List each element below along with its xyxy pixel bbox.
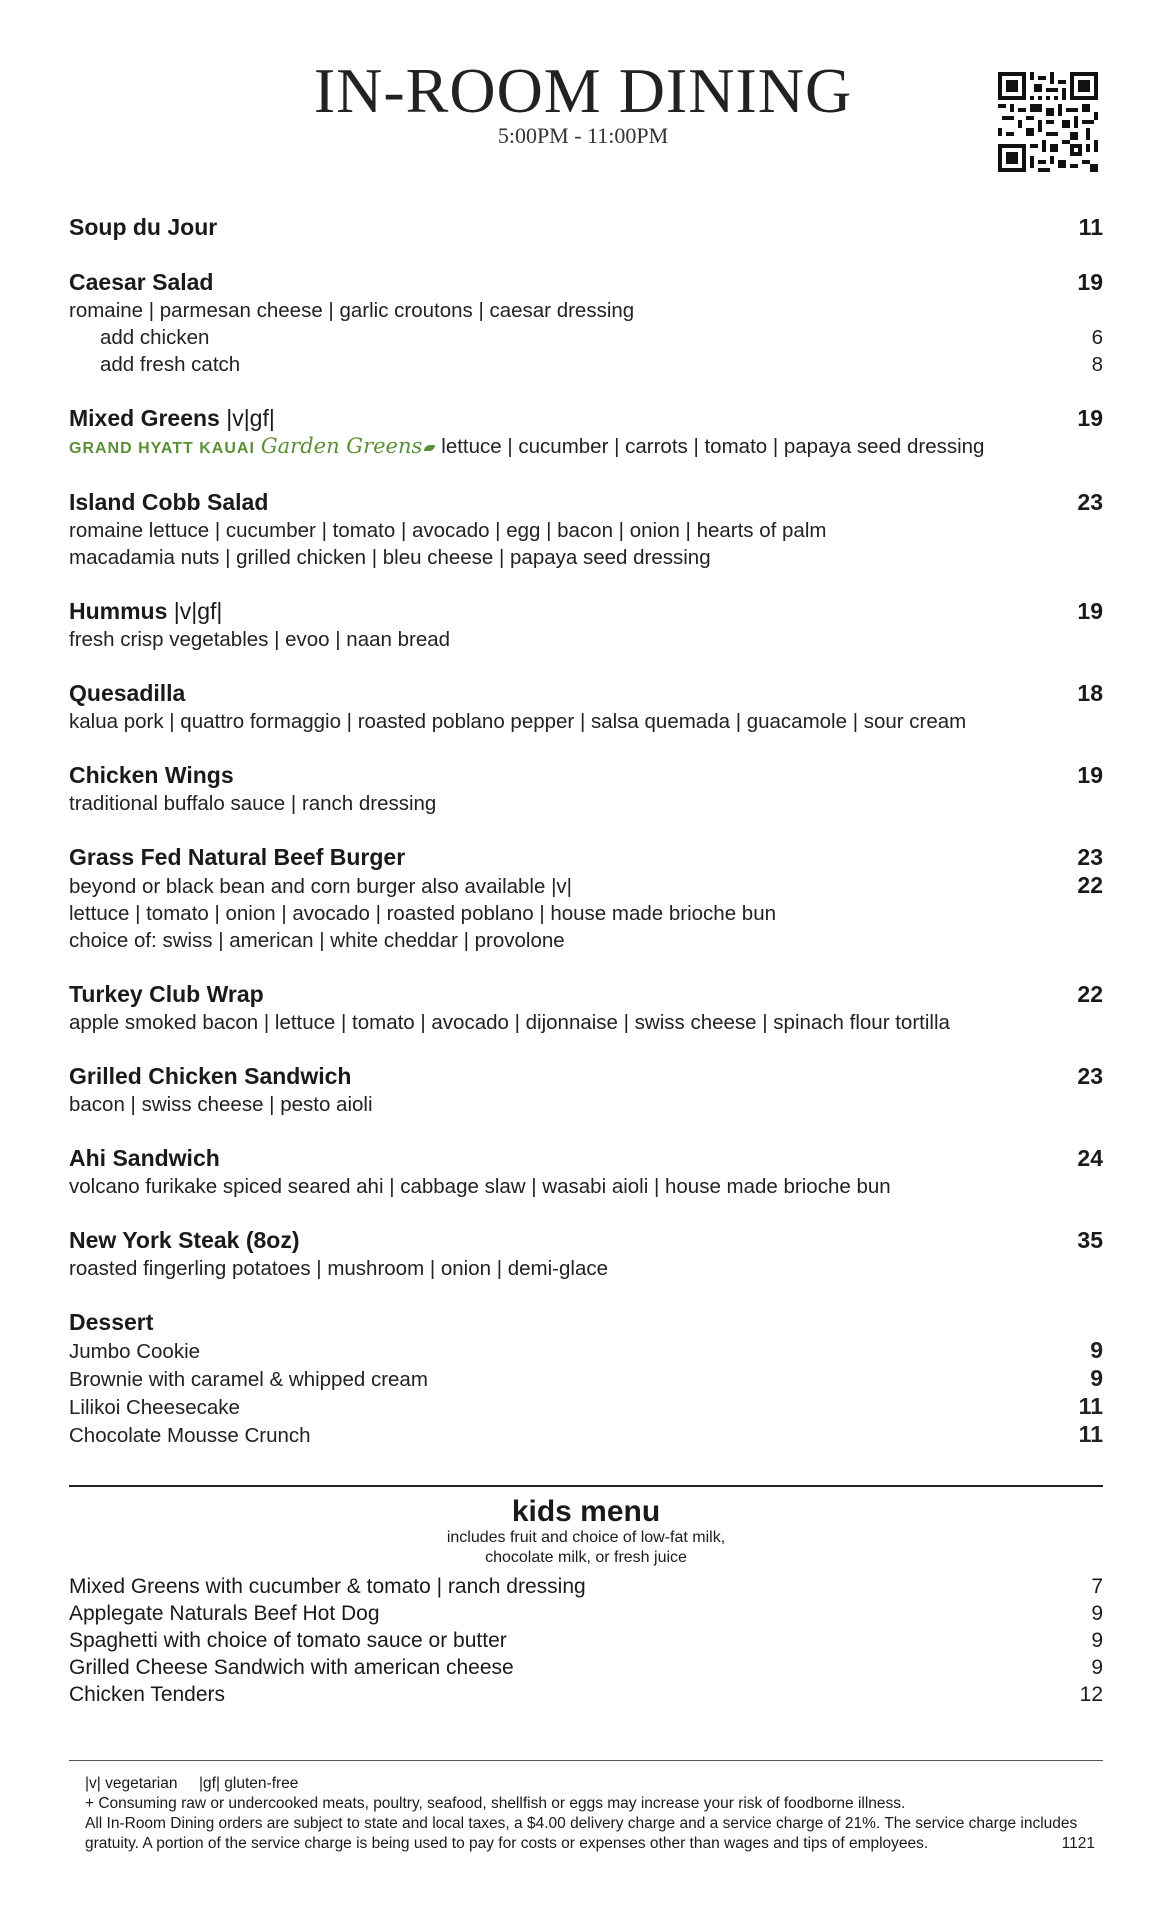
item-description: choice of: swiss | american | white cheddar | provolone [69, 929, 565, 952]
item-description: romaine | parmesan cheese | garlic croutons | caesar dressing [69, 299, 635, 322]
item-price: 22 [1077, 981, 1103, 1007]
dessert-label: Chocolate Mousse Crunch [69, 1424, 311, 1447]
kids-item-label: Grilled Cheese Sandwich with american cheese [69, 1656, 514, 1679]
item-name: Caesar Salad [69, 269, 214, 295]
dessert-price: 9 [1090, 1365, 1103, 1391]
dessert-section [69, 1307, 1103, 1449]
menu-item-quesadilla [69, 678, 1103, 735]
section-heading: Dessert [69, 1309, 154, 1335]
item-price: 23 [1077, 844, 1103, 870]
brand-logo-text: GRAND HYATT KAUAI [69, 440, 255, 457]
kids-item-label: Spaghetti with choice of tomato sauce or butter [69, 1629, 507, 1652]
addon-label: add fresh catch [100, 353, 241, 376]
kids-menu-subtitle: chocolate milk, or fresh juice [485, 1549, 687, 1566]
item-name: Grass Fed Natural Beef Burger [69, 844, 406, 870]
addon-price: 6 [1091, 326, 1103, 349]
item-price: 23 [1077, 489, 1103, 515]
kids-menu-list [69, 1573, 1103, 1708]
item-price: 19 [1077, 405, 1103, 431]
dessert-row [69, 1337, 1103, 1365]
item-price: 23 [1077, 1063, 1103, 1089]
item-name: Quesadilla [69, 680, 186, 706]
kids-menu-subtitle: includes fruit and choice of low-fat milk, [446, 1529, 726, 1546]
section-divider [69, 1485, 1103, 1487]
charges-note: All In-Room Dining orders are subject to state and local taxes, a $4.00 delivery charge and a service charge of 21%. The service charge includes [85, 1815, 1078, 1832]
item-name: Island Cobb Salad [69, 489, 269, 515]
dessert-row [69, 1393, 1103, 1421]
item-price: 19 [1077, 762, 1103, 788]
leaf-icon [424, 445, 435, 451]
item-description-line [69, 433, 1103, 462]
item-description: apple smoked bacon | lettuce | tomato | avocado | dijonnaise | swiss cheese | spinach flour tortilla [69, 1011, 950, 1034]
kids-item-price: 7 [1091, 1575, 1103, 1598]
item-name: Ahi Sandwich [69, 1145, 220, 1171]
menu-item-soup [69, 212, 1103, 242]
dessert-price: 11 [1078, 1421, 1103, 1447]
kids-menu [69, 1496, 1103, 1708]
addon-price: 8 [1091, 353, 1103, 376]
menu-code: 1121 [1061, 1835, 1095, 1852]
kids-item-price: 9 [1091, 1602, 1103, 1625]
menu-item-grilled-chicken-sandwich [69, 1061, 1103, 1118]
charges-note: gratuity. A portion of the service charge is being used to pay for costs or expenses other than wages and tips of employees. [85, 1835, 929, 1852]
item-price: 18 [1077, 680, 1103, 706]
menu-item-hummus [69, 596, 1103, 653]
qr-code-icon[interactable] [998, 72, 1098, 172]
item-price: 19 [1077, 598, 1103, 624]
item-name: New York Steak (8oz) [69, 1227, 300, 1253]
item-description: bacon | swiss cheese | pesto aioli [69, 1093, 373, 1116]
item-price: 11 [1078, 214, 1103, 240]
item-description: traditional buffalo sauce | ranch dressing [69, 792, 437, 815]
kids-item [69, 1627, 1103, 1654]
item-description: kalua pork | quattro formaggio | roasted poblano pepper | salsa quemada | guacamole | sour cream [69, 710, 967, 733]
kids-item-label: Mixed Greens with cucumber & tomato | ranch dressing [69, 1575, 586, 1598]
item-description: roasted fingerling potatoes | mushroom | onion | demi-glace [69, 1257, 609, 1280]
menu-item-turkey-club-wrap [69, 979, 1103, 1036]
menu-item-ahi-sandwich [69, 1143, 1103, 1200]
kids-menu-title: kids menu [511, 1495, 661, 1528]
addon-row [69, 351, 1103, 378]
menu-list [69, 212, 1103, 1474]
kids-item-price: 12 [1079, 1683, 1103, 1706]
item-name: Grilled Chicken Sandwich [69, 1063, 352, 1089]
dessert-price: 11 [1078, 1393, 1103, 1419]
addon-label: add chicken [100, 326, 210, 349]
item-name: Hummus |v|gf| [69, 598, 223, 624]
item-name: Turkey Club Wrap [69, 981, 264, 1007]
menu-item-chicken-wings [69, 760, 1103, 817]
item-price: 24 [1077, 1145, 1103, 1171]
menu-item-cobb-salad [69, 487, 1103, 571]
item-name: Mixed Greens |v|gf| [69, 405, 275, 431]
dessert-row [69, 1365, 1103, 1393]
diet-tag: |v|gf| [173, 598, 223, 624]
menu-item-mixed-greens [69, 403, 1103, 462]
item-price: 19 [1077, 269, 1103, 295]
dessert-label: Jumbo Cookie [69, 1340, 201, 1363]
service-hours: 5:00PM - 11:00PM [497, 123, 669, 148]
kids-item [69, 1654, 1103, 1681]
menu-item-beef-burger [69, 842, 1103, 954]
dessert-label: Lilikoi Cheesecake [69, 1396, 240, 1419]
dessert-row [69, 1421, 1103, 1449]
item-name: Chicken Wings [69, 762, 234, 788]
footer-divider [69, 1760, 1103, 1761]
item-alternative: beyond or black bean and corn burger also available |v| [69, 875, 572, 898]
item-price: 35 [1077, 1227, 1103, 1253]
alternative-price: 22 [1077, 872, 1103, 898]
page-title: IN-ROOM DINING [313, 55, 853, 126]
kids-item-label: Chicken Tenders [69, 1683, 226, 1706]
kids-item [69, 1573, 1103, 1600]
item-name: Soup du Jour [69, 214, 218, 240]
food-safety-warning: + Consuming raw or undercooked meats, poultry, seafood, shellfish or eggs may increase your risk of foodborne illness. [85, 1795, 906, 1812]
item-description: lettuce | tomato | onion | avocado | roasted poblano | house made brioche bun [69, 902, 777, 925]
kids-item-price: 9 [1091, 1629, 1103, 1652]
addon-row [69, 324, 1103, 351]
item-description: volcano furikake spiced seared ahi | cabbage slaw | wasabi aioli | house made brioche bun [69, 1175, 891, 1198]
kids-item-label: Applegate Naturals Beef Hot Dog [69, 1602, 380, 1625]
item-description: romaine lettuce | cucumber | tomato | avocado | egg | bacon | onion | hearts of palm [69, 519, 827, 542]
menu-header [0, 55, 1166, 148]
diet-tag: |v|gf| [226, 405, 275, 431]
menu-item-new-york-steak [69, 1225, 1103, 1282]
menu-item-caesar-salad [69, 267, 1103, 378]
kids-item [69, 1600, 1103, 1627]
brand-logo-script: Garden Greens [260, 434, 423, 458]
dessert-price: 9 [1090, 1337, 1103, 1363]
kids-item-price: 9 [1091, 1656, 1103, 1679]
dessert-label: Brownie with caramel & whipped cream [69, 1368, 428, 1391]
item-description: macadamia nuts | grilled chicken | bleu cheese | papaya seed dressing [69, 546, 711, 569]
item-description: fresh crisp vegetables | evoo | naan bread [69, 628, 451, 651]
diet-legend: |v| vegetarian |gf| gluten-free [85, 1775, 299, 1792]
item-description: lettuce | cucumber | carrots | tomato | papaya seed dressing [441, 435, 985, 458]
footer-notes [85, 1774, 1095, 1854]
kids-item [69, 1681, 1103, 1708]
